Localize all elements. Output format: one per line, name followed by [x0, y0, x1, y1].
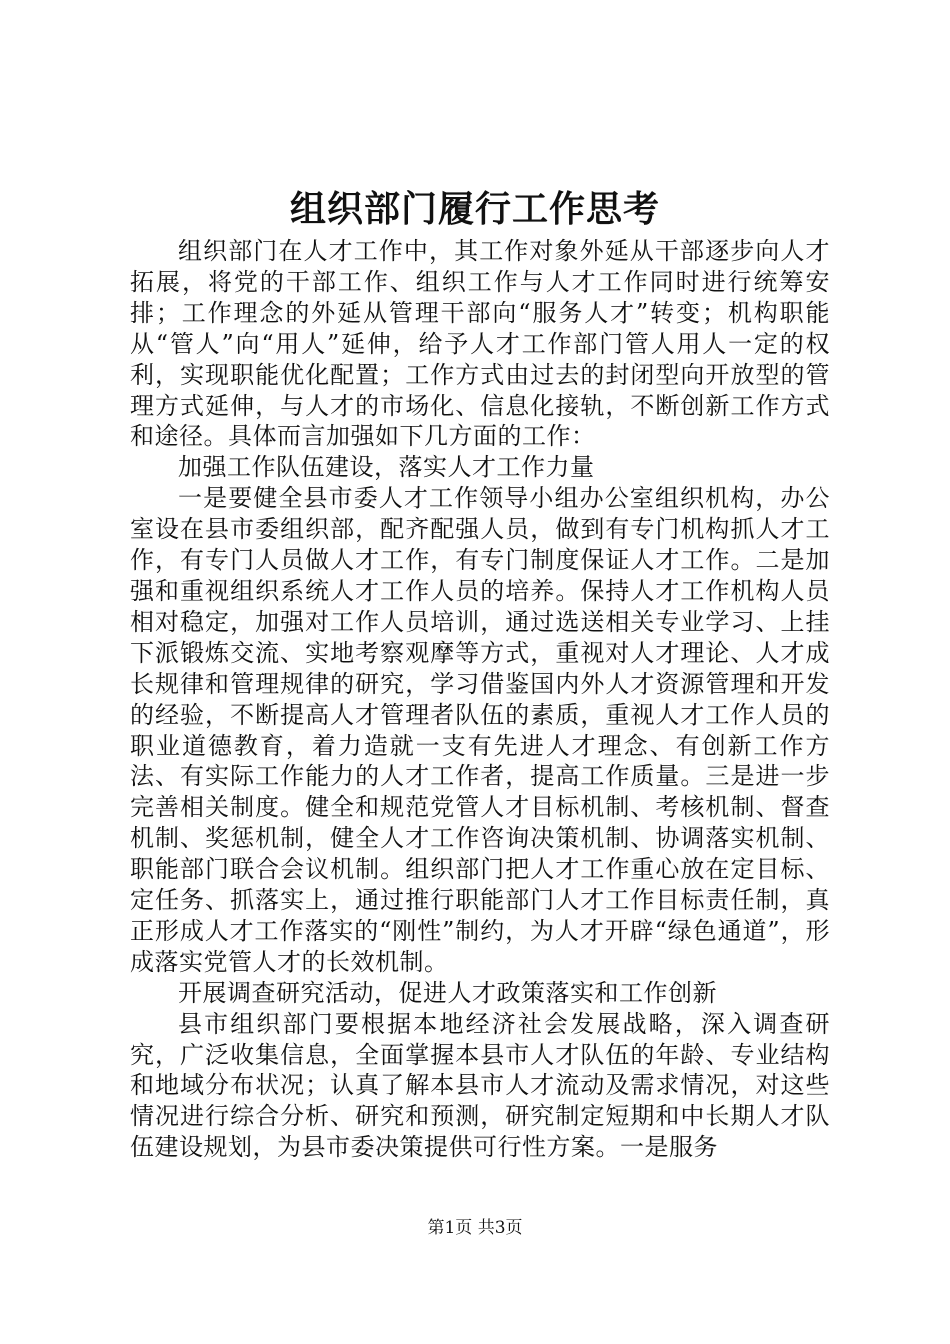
- section-heading-research: 开展调查研究活动，促进人才政策落实和工作创新: [178, 978, 717, 1007]
- page-footer: 第1页 共3页: [427, 1218, 523, 1238]
- paragraph-research: 县市组织部门要根据本地经济社会发展战略，深入调查研究，广泛收集信息，全面掌握本县市人才队伍的年龄、专业结构和地域分布状况；认真了解本县市人才流动及需求情况，对这些情况进行综合分析、研究和预测，研究制定短期和中长期人才队伍建设规划，为县市委决策提供可行性方案。一是服务: [130, 1009, 830, 1162]
- section-heading-team: 加强工作队伍建设，落实人才工作力量: [178, 453, 595, 482]
- paragraph-team: 一是要健全县市委人才工作领导小组办公室组织机构，办公室设在县市委组织部，配齐配强人员，做到有专门机构抓人才工作，有专门人员做人才工作，有专门制度保证人才工作。二是加强和重视组织系统人才工作人员的培养。保持人才工作机构人员相对稳定，加强对工作人员培训，通过选送相关专业学习、上挂下派锻炼交流、实地考察观摩等方式，重视对人才理论、人才成长规律和管理规律的研究，学习借鉴国内外人才资源管理和开发的经验，不断提高人才管理者队伍的素质，重视人才工作人员的职业道德教育，着力造就一支有先进人才理念、有创新工作方法、有实际工作能力的人才工作者，提高工作质量。三是进一步完善相关制度。健全和规范党管人才目标机制、考核机制、督查机制、奖惩机制，健全人才工作咨询决策机制、协调落实机制、职能部门联合会议机制。组织部门把人才工作重心放在定目标、定任务、抓落实上，通过推行职能部门人才工作目标责任制，真正形成人才工作落实的“刚性”制约，为人才开辟“绿色通道”，形成落实党管人才的长效机制。: [130, 484, 830, 976]
- document-body: [130, 236, 830, 1163]
- document-title: 组织部门履行工作思考: [289, 188, 660, 230]
- paragraph-intro: 组织部门在人才工作中，其工作对象外延从干部逐步向人才拓展，将党的干部工作、组织工作与人才工作同时进行统筹安排；工作理念的外延从管理干部向“服务人才”转变；机构职能从“管人”向“用人”延伸，给予人才工作部门管人用人一定的权利，实现职能优化配置；工作方式由过去的封闭型向开放型的管理方式延伸，与人才的市场化、信息化接轨，不断创新工作方式和途径。具体而言加强如下几方面的工作：: [130, 237, 830, 451]
